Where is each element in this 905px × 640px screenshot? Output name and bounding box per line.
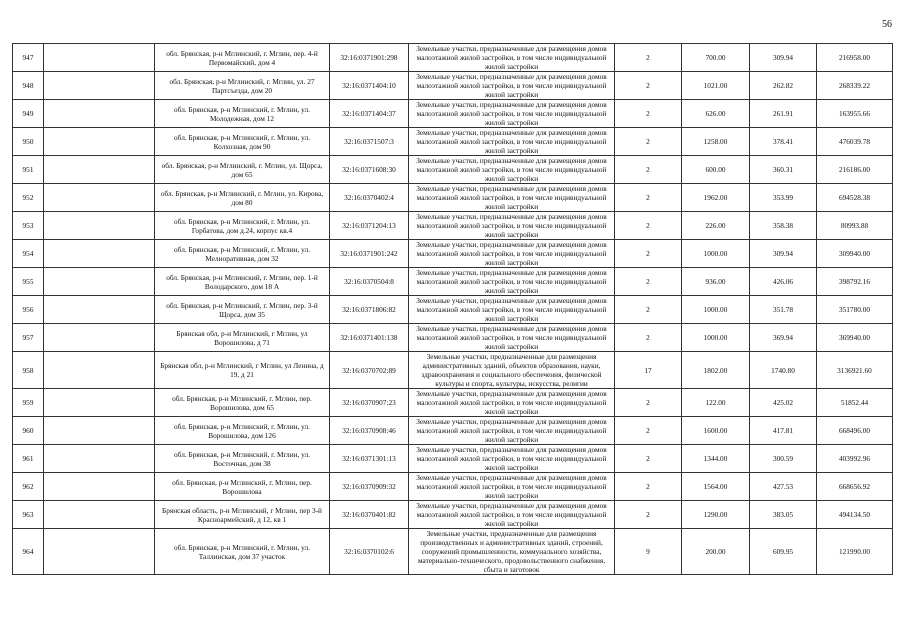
blank-cell [44,100,155,128]
rate-cell: 369.94 [750,324,817,352]
row-number: 964 [13,529,44,575]
cadastral-value-cell: 403992.96 [817,445,893,473]
table-row [13,184,893,212]
area-cell: 1962.00 [682,184,750,212]
address-cell: обл. Брянская, р-н Мглинский, г. Мглин, ул. Кирова, дом 80 [155,184,330,212]
blank-cell [44,72,155,100]
table-row [13,72,893,100]
rate-cell: 351.78 [750,296,817,324]
use-group-cell: 2 [615,72,682,100]
table-row [13,501,893,529]
use-group-cell: 2 [615,184,682,212]
blank-cell [44,445,155,473]
land-use-cell: Земельные участки, предназначенные для размещения домов малоэтажной жилой застройки, в том числе индивидуальной жилой застройки [409,445,615,473]
row-number: 958 [13,352,44,389]
use-group-cell: 2 [615,44,682,72]
area-cell: 1344.00 [682,445,750,473]
address-cell: обл. Брянская, р-н Мглинский, г. Мглин, ул. Восточная, дом 38 [155,445,330,473]
blank-cell [44,417,155,445]
cadastral-number-cell: 32:16:0371401:138 [330,324,409,352]
blank-cell [44,324,155,352]
row-number: 947 [13,44,44,72]
use-group-cell: 2 [615,240,682,268]
blank-cell [44,352,155,389]
cadastral-value-cell: 80993.88 [817,212,893,240]
cadastral-value-cell: 216958.00 [817,44,893,72]
blank-cell [44,389,155,417]
address-cell: обл. Брянская, р-н Мглинский, г. Мглин, ул. Горбатова, дом д.24, корпус кв.4 [155,212,330,240]
cadastral-number-cell: 32:16:0371204:13 [330,212,409,240]
table-row [13,445,893,473]
blank-cell [44,473,155,501]
rate-cell: 262.82 [750,72,817,100]
area-cell: 1021.00 [682,72,750,100]
area-cell: 1802.00 [682,352,750,389]
row-number: 959 [13,389,44,417]
area-cell: 1000.00 [682,324,750,352]
cadastral-value-cell: 163955.66 [817,100,893,128]
table-row [13,128,893,156]
rate-cell: 353.99 [750,184,817,212]
blank-cell [44,529,155,575]
cadastral-value-cell: 268339.22 [817,72,893,100]
land-use-cell: Земельные участки, предназначенные для размещения домов малоэтажной жилой застройки, в том числе индивидуальной жилой застройки [409,100,615,128]
row-number: 963 [13,501,44,529]
area-cell: 600.00 [682,156,750,184]
address-cell: Брянская обл, р-н Мглинский, г Мглин, ул Ленина, д 19, д 21 [155,352,330,389]
table-row [13,473,893,501]
land-use-cell: Земельные участки, предназначенные для размещения домов малоэтажной жилой застройки, в том числе индивидуальной жилой застройки [409,156,615,184]
area-cell: 122.00 [682,389,750,417]
cadastral-value-cell: 309940.00 [817,240,893,268]
blank-cell [44,240,155,268]
use-group-cell: 2 [615,417,682,445]
land-use-cell: Земельные участки, предназначенные для размещения административных зданий, объектов образования, науки, здравоохранения и социального обеспечения, физической культуры и спорта, культуры, искусства, религии [409,352,615,389]
address-cell: Брянская обл, р-н Мглинский, г Мглин, ул Ворошилова, д 71 [155,324,330,352]
cadastral-value-cell: 668496.00 [817,417,893,445]
area-cell: 1000.00 [682,240,750,268]
blank-cell [44,128,155,156]
use-group-cell: 2 [615,389,682,417]
cadastral-value-cell: 476039.78 [817,128,893,156]
table-row [13,100,893,128]
row-number: 956 [13,296,44,324]
cadastral-value-cell: 121990.00 [817,529,893,575]
area-cell: 200.00 [682,529,750,575]
cadastral-number-cell: 32:16:0371901:298 [330,44,409,72]
cadastral-number-cell: 32:16:0371806:82 [330,296,409,324]
cadastral-value-cell: 369940.00 [817,324,893,352]
rate-cell: 1740.80 [750,352,817,389]
cadastral-number-cell: 32:16:0371608:30 [330,156,409,184]
address-cell: Брянская область, р-н Мглинский, г Мглин, пер 3-й Красноармейский, д 12, кв 1 [155,501,330,529]
area-cell: 1290.00 [682,501,750,529]
address-cell: обл. Брянская, р-н Мглинский, г. Мглин, пер. 1-й Володарского, дом 18 А [155,268,330,296]
land-use-cell: Земельные участки, предназначенные для размещения домов малоэтажной жилой застройки, в том числе индивидуальной жилой застройки [409,44,615,72]
use-group-cell: 2 [615,128,682,156]
rate-cell: 426.06 [750,268,817,296]
land-use-cell: Земельные участки, предназначенные для размещения домов малоэтажной жилой застройки, в том числе индивидуальной жилой застройки [409,473,615,501]
cadastral-number-cell: 32:16:0370102:6 [330,529,409,575]
rate-cell: 309.94 [750,240,817,268]
rate-cell: 261.91 [750,100,817,128]
row-number: 952 [13,184,44,212]
cadastral-number-cell: 32:16:0370504:8 [330,268,409,296]
land-use-cell: Земельные участки, предназначенные для размещения домов малоэтажной жилой застройки, в том числе индивидуальной жилой застройки [409,72,615,100]
blank-cell [44,501,155,529]
table-row [13,529,893,575]
table-row [13,296,893,324]
rate-cell: 427.53 [750,473,817,501]
area-cell: 1000.00 [682,296,750,324]
cadastral-value-cell: 351780.00 [817,296,893,324]
use-group-cell: 2 [615,268,682,296]
blank-cell [44,44,155,72]
table-row [13,324,893,352]
row-number: 962 [13,473,44,501]
use-group-cell: 2 [615,473,682,501]
cadastral-value-cell: 668656.92 [817,473,893,501]
use-group-cell: 2 [615,100,682,128]
use-group-cell: 2 [615,324,682,352]
cadastral-value-cell: 694528.38 [817,184,893,212]
row-number: 955 [13,268,44,296]
cadastral-number-cell: 32:16:0370907:23 [330,389,409,417]
address-cell: обл. Брянская, р-н Мглинский, г. Мглин, ул. Ворошилова, дом 126 [155,417,330,445]
address-cell: обл. Брянская, р-н Мглинский, г. Мглин, пер. Ворошилова [155,473,330,501]
area-cell: 226.00 [682,212,750,240]
rate-cell: 360.31 [750,156,817,184]
row-number: 960 [13,417,44,445]
cadastral-number-cell: 32:16:0371901:242 [330,240,409,268]
address-cell: обл. Брянская, р-н Мглинский, г. Мглин, ул. Колхозная, дом 90 [155,128,330,156]
row-number: 950 [13,128,44,156]
blank-cell [44,184,155,212]
address-cell: обл. Брянская, р-н Мглинский, г. Мглин, ул. Таллинская, дом 37 участок [155,529,330,575]
use-group-cell: 2 [615,212,682,240]
land-use-cell: Земельные участки, предназначенные для размещения производственных и административных зданий, строений, сооружений промышленности, коммунального хозяйства, материально-технического, продовольственного снабжения, сбыта и заготовок [409,529,615,575]
row-number: 957 [13,324,44,352]
rate-cell: 300.59 [750,445,817,473]
land-use-cell: Земельные участки, предназначенные для размещения домов малоэтажной жилой застройки, в том числе индивидуальной жилой застройки [409,296,615,324]
address-cell: обл. Брянская, р-н Мглинский, г. Мглин, пер. 4-й Первомайский, дом 4 [155,44,330,72]
rate-cell: 425.02 [750,389,817,417]
area-cell: 1258.00 [682,128,750,156]
table-row [13,156,893,184]
area-cell: 1564.00 [682,473,750,501]
cadastral-number-cell: 32:16:0371404:10 [330,72,409,100]
cadastral-number-cell: 32:16:0371301:13 [330,445,409,473]
table-row [13,417,893,445]
cadastral-number-cell: 32:16:0371404:37 [330,100,409,128]
land-use-cell: Земельные участки, предназначенные для размещения домов малоэтажной жилой застройки, в том числе индивидуальной жилой застройки [409,389,615,417]
address-cell: обл. Брянская, р-н Мглинский, г. Мглин, пер. 3-й Щорса, дом 35 [155,296,330,324]
cadastral-value-cell: 494134.50 [817,501,893,529]
row-number: 949 [13,100,44,128]
rate-cell: 609.95 [750,529,817,575]
land-use-cell: Земельные участки, предназначенные для размещения домов малоэтажной жилой застройки, в том числе индивидуальной жилой застройки [409,212,615,240]
table-row [13,352,893,389]
rate-cell: 383.05 [750,501,817,529]
address-cell: обл. Брянская, р-н Мглинский, г. Мглин, пер. Ворошилова, дом 65 [155,389,330,417]
cadastral-value-cell: 3136921.60 [817,352,893,389]
cadastral-number-cell: 32:16:0370908:46 [330,417,409,445]
table-row [13,389,893,417]
area-cell: 936.00 [682,268,750,296]
use-group-cell: 2 [615,501,682,529]
land-registry-table [12,43,893,575]
blank-cell [44,156,155,184]
use-group-cell: 17 [615,352,682,389]
use-group-cell: 9 [615,529,682,575]
land-use-cell: Земельные участки, предназначенные для размещения домов малоэтажной жилой застройки, в том числе индивидуальной жилой застройки [409,501,615,529]
cadastral-value-cell: 216186.00 [817,156,893,184]
address-cell: обл. Брянская, р-н Мглинский, г. Мглин, ул. Молодежная, дом 12 [155,100,330,128]
rate-cell: 309.94 [750,44,817,72]
area-cell: 700.00 [682,44,750,72]
blank-cell [44,268,155,296]
rate-cell: 378.41 [750,128,817,156]
table-row [13,240,893,268]
land-use-cell: Земельные участки, предназначенные для размещения домов малоэтажной жилой застройки, в том числе индивидуальной жилой застройки [409,324,615,352]
table-row [13,212,893,240]
cadastral-value-cell: 398792.16 [817,268,893,296]
cadastral-number-cell: 32:16:0370909:32 [330,473,409,501]
land-use-cell: Земельные участки, предназначенные для размещения домов малоэтажной жилой застройки, в том числе индивидуальной жилой застройки [409,128,615,156]
address-cell: обл. Брянская, р-н Мглинский, г. Мглин, ул. Щорса, дом 65 [155,156,330,184]
row-number: 953 [13,212,44,240]
cadastral-value-cell: 51852.44 [817,389,893,417]
area-cell: 626.00 [682,100,750,128]
area-cell: 1600.00 [682,417,750,445]
blank-cell [44,296,155,324]
table-row [13,268,893,296]
table-body [13,44,893,575]
row-number: 951 [13,156,44,184]
rate-cell: 417.81 [750,417,817,445]
blank-cell [44,212,155,240]
use-group-cell: 2 [615,156,682,184]
cadastral-number-cell: 32:16:0370401:82 [330,501,409,529]
cadastral-number-cell: 32:16:0370702:89 [330,352,409,389]
address-cell: обл. Брянская, р-н Мглинский, г. Мглин, ул. Мелиоративная, дом 32 [155,240,330,268]
land-use-cell: Земельные участки, предназначенные для размещения домов малоэтажной жилой застройки, в том числе индивидуальной жилой застройки [409,268,615,296]
use-group-cell: 2 [615,445,682,473]
row-number: 954 [13,240,44,268]
land-use-cell: Земельные участки, предназначенные для размещения домов малоэтажной жилой застройки, в том числе индивидуальной жилой застройки [409,240,615,268]
row-number: 961 [13,445,44,473]
land-use-cell: Земельные участки, предназначенные для размещения домов малоэтажной жилой застройки, в том числе индивидуальной жилой застройки [409,184,615,212]
rate-cell: 358.38 [750,212,817,240]
address-cell: обл. Брянская, р-н Мглинский, г. Мглин, ул. 27 Партсъезда, дом 20 [155,72,330,100]
cadastral-number-cell: 32:16:0370402:4 [330,184,409,212]
land-use-cell: Земельные участки, предназначенные для размещения домов малоэтажной жилой застройки, в том числе индивидуальной жилой застройки [409,417,615,445]
use-group-cell: 2 [615,296,682,324]
cadastral-number-cell: 32:16:0371507:3 [330,128,409,156]
page-number: 56 [882,19,892,30]
row-number: 948 [13,72,44,100]
table-row [13,44,893,72]
